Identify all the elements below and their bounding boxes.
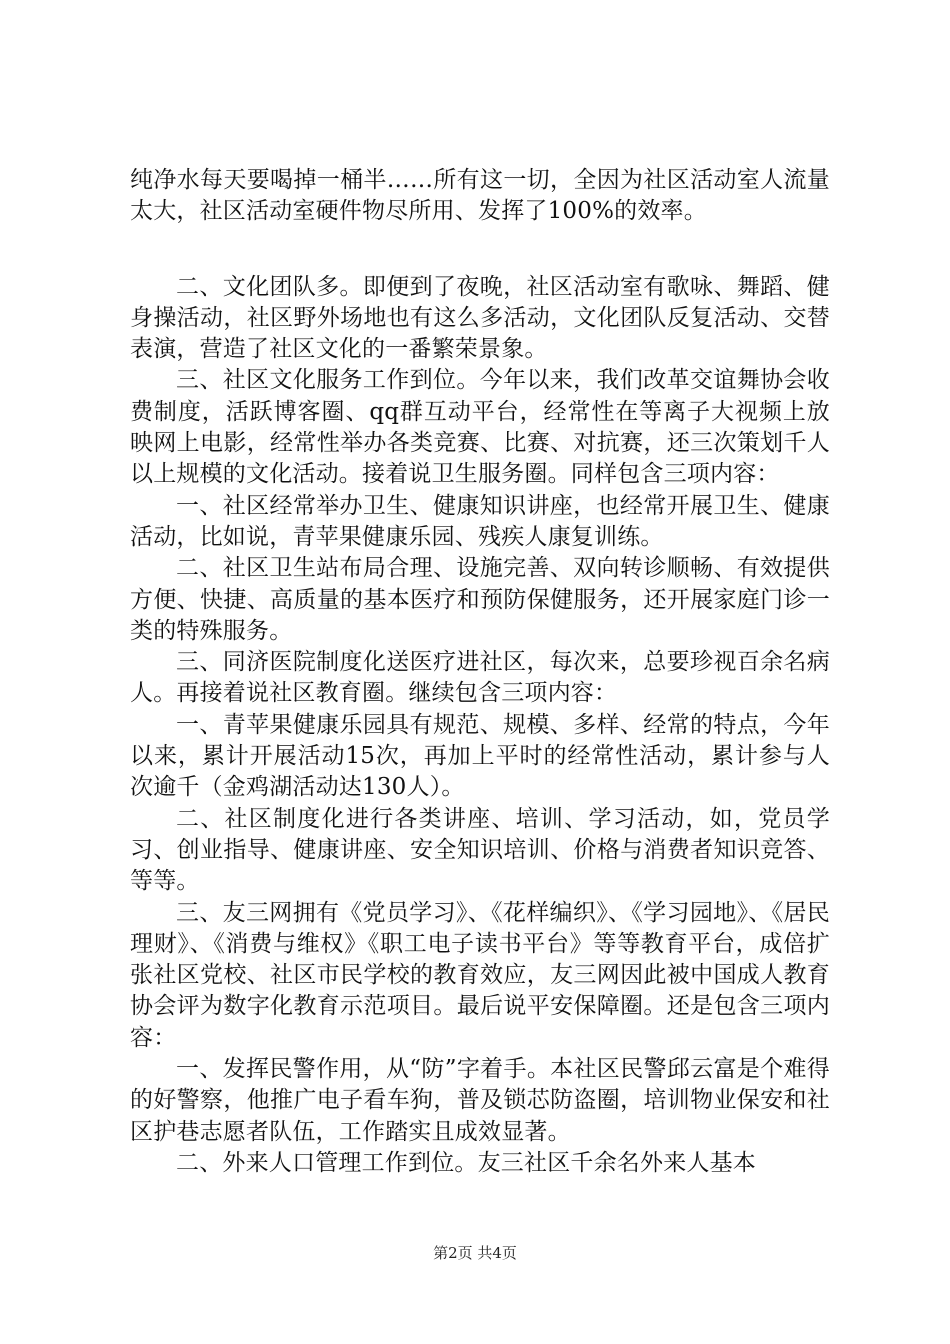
paragraph-1: 纯净水每天要喝掉一桶半……所有这一切，全因为社区活动室人流量太大，社区活动室硬件物尽所用、发挥了100%的效率。	[130, 167, 830, 225]
document-body	[130, 165, 830, 1179]
paragraph-3: 三、社区文化服务工作到位。今年以来，我们改革交谊舞协会收费制度，活跃博客圈、qq群互动平台，经常性在等离子大视频上放映网上电影，经常性举办各类竞赛、比赛、对抗赛，还三次策划千人以上规模的文化活动。接着说卫生服务圈。同样包含三项内容：	[130, 367, 830, 488]
paragraph-5: 二、社区卫生站布局合理、设施完善、双向转诊顺畅、有效提供方便、快捷、高质量的基本医疗和预防保健服务，还开展家庭门诊一类的特殊服务。	[130, 555, 830, 644]
paragraph-6: 三、同济医院制度化送医疗进社区，每次来，总要珍视百余名病人。再接着说社区教育圈。继续包含三项内容：	[130, 649, 830, 707]
page-footer: 第2页 共4页	[433, 1244, 517, 1262]
paragraph-11: 二、外来人口管理工作到位。友三社区千余名外来人基本	[176, 1149, 756, 1176]
paragraph-7: 一、青苹果健康乐园具有规范、规模、多样、经常的特点，今年以来，累计开展活动15次，再加上平时的经常性活动，累计参与人次逾千（金鸡湖活动达130人）。	[130, 711, 830, 801]
paragraph-9: 三、友三网拥有《党员学习》、《花样编织》、《学习园地》、《居民理财》、《消费与维权》《职工电子读书平台》等等教育平台，成倍扩张社区党校、社区市民学校的教育效应，友三网因此被中国成人教育协会评为数字化教育示范项目。最后说平安保障圈。还是包含三项内容：	[130, 899, 830, 1051]
paragraph-2: 二、文化团队多。即便到了夜晚，社区活动室有歌咏、舞蹈、健身操活动，社区野外场地也有这么多活动，文化团队反复活动、交替表演，营造了社区文化的一番繁荣景象。	[130, 273, 830, 363]
paragraph-4: 一、社区经常举办卫生、健康知识讲座，也经常开展卫生、健康活动，比如说，青苹果健康乐园、残疾人康复训练。	[130, 492, 830, 550]
paragraph-gap	[130, 228, 830, 272]
paragraph-8: 二、社区制度化进行各类讲座、培训、学习活动，如，党员学习、创业指导、健康讲座、安全知识培训、价格与消费者知识竞答、等等。	[130, 805, 830, 895]
paragraph-10: 一、发挥民警作用，从“防”字着手。本社区民警邱云富是个难得的好警察，他推广电子看车狗，普及锁芯防盗圈，培训物业保安和社区护巷志愿者队伍，工作踏实且成效显著。	[130, 1056, 830, 1145]
